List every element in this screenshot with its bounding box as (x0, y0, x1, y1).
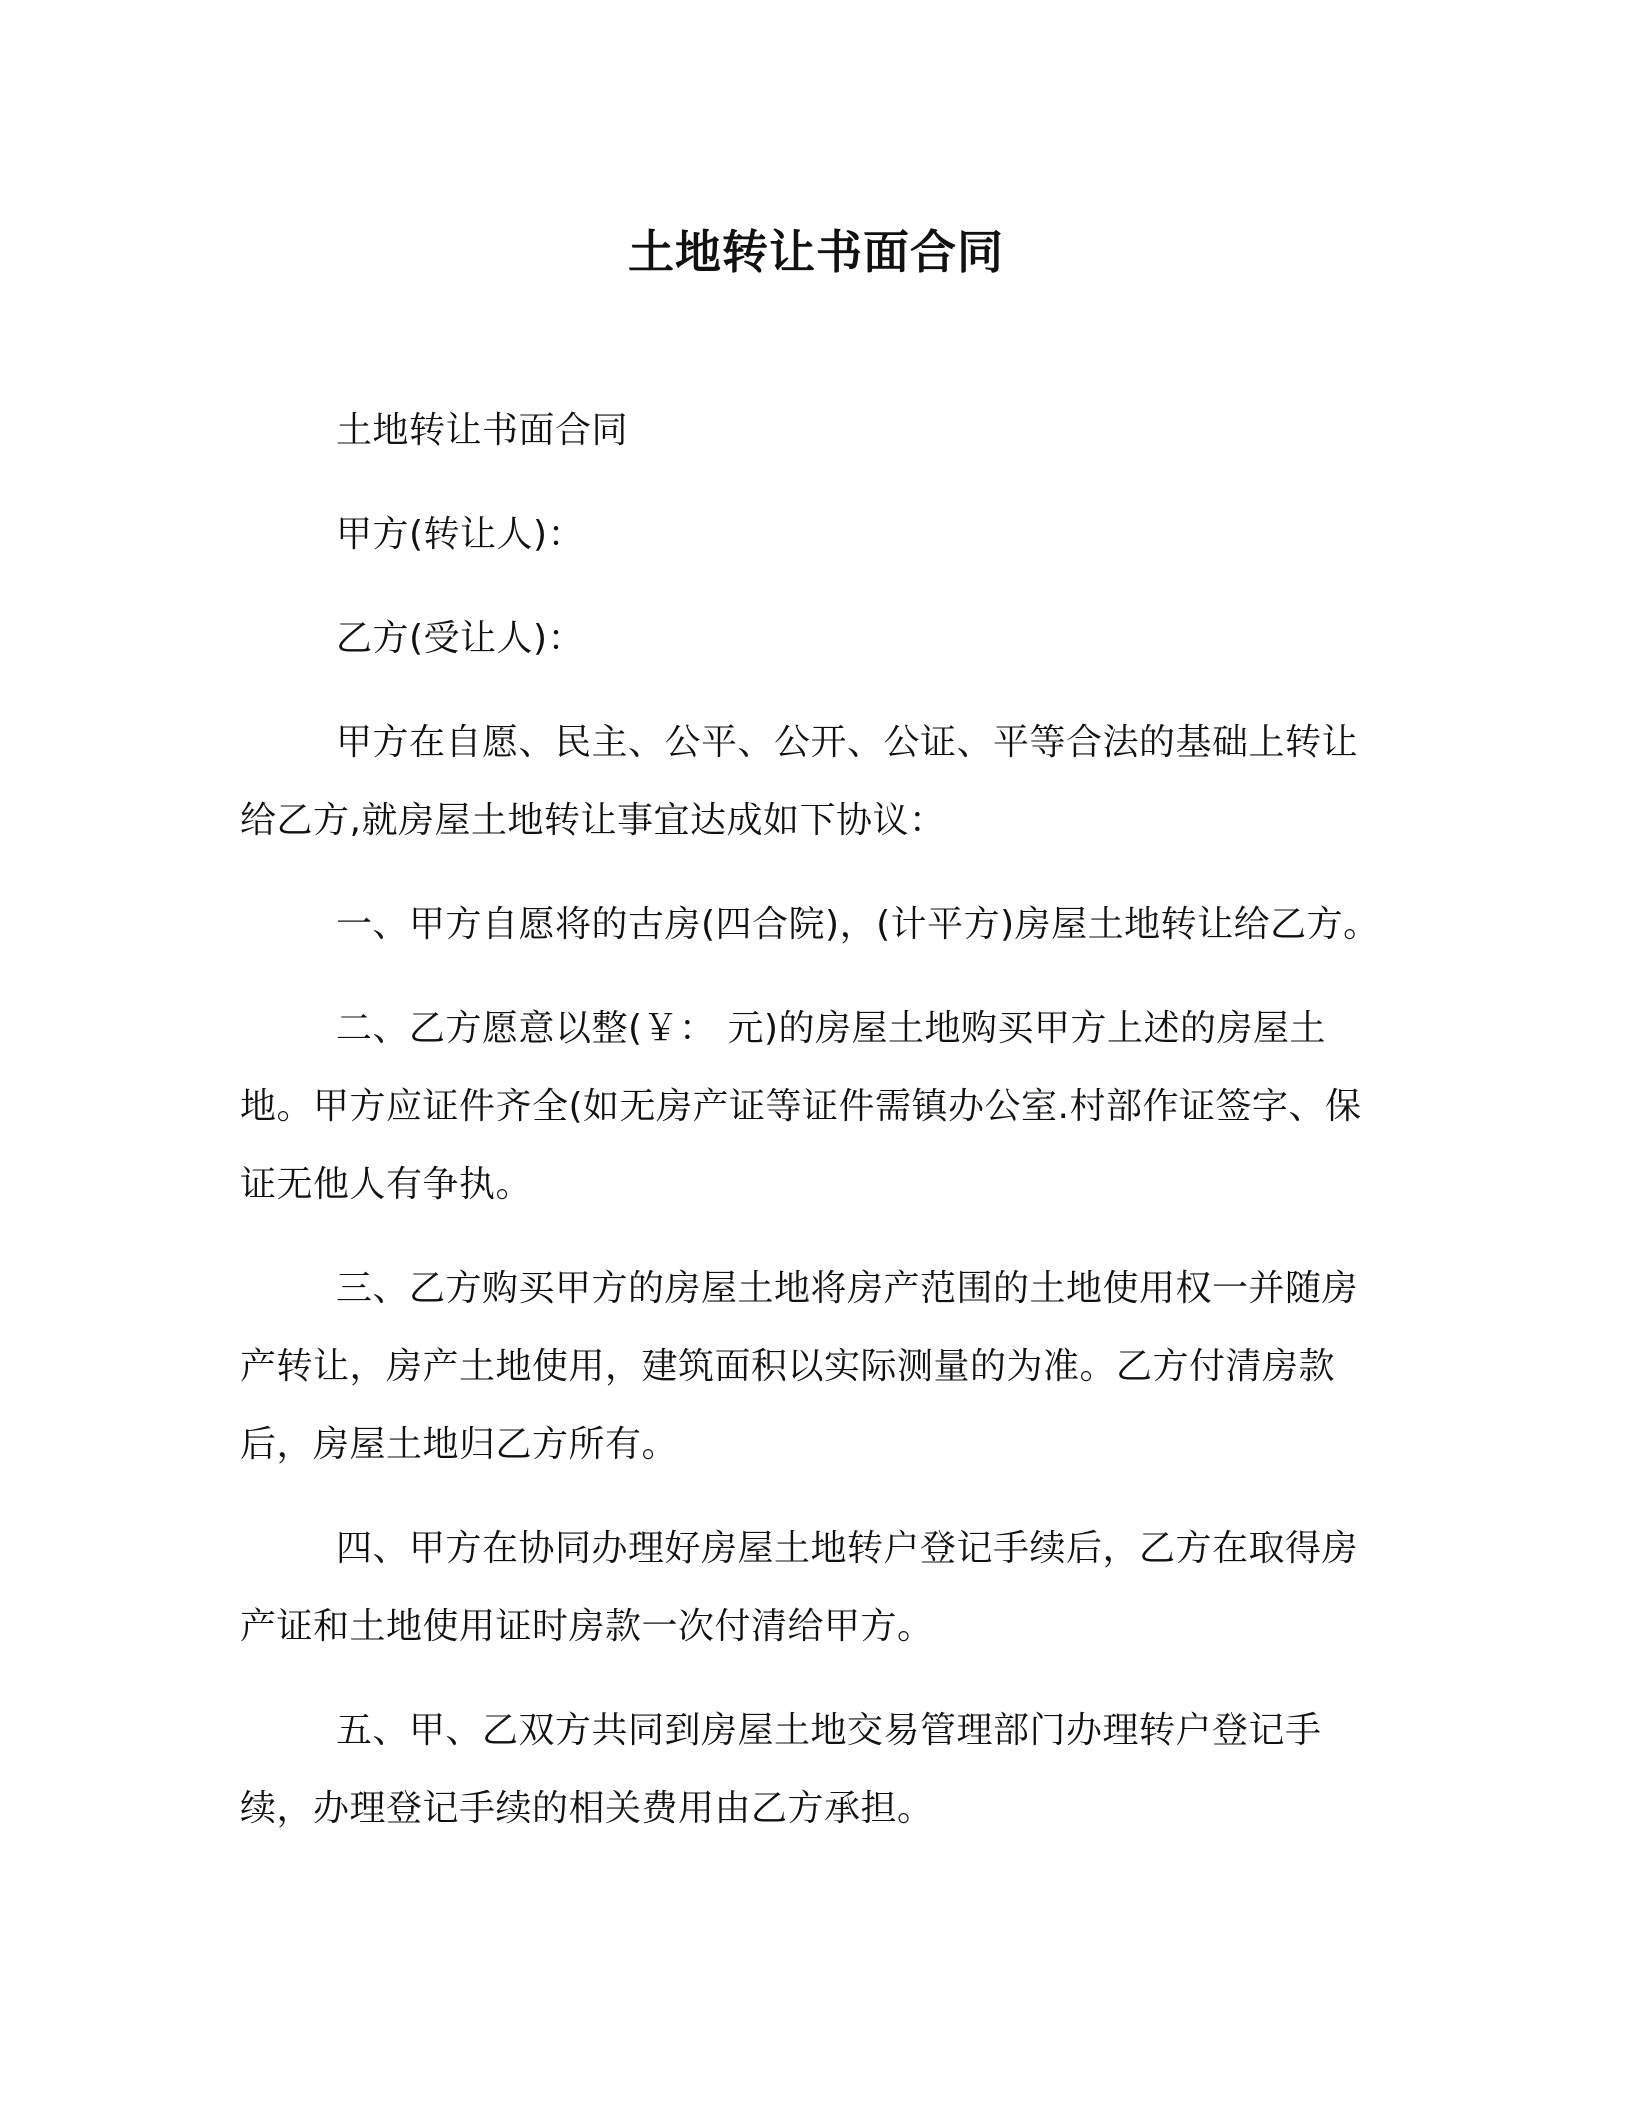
clause-3: 三、乙方购买甲方的房屋土地将房产范围的土地使用权一并随房产转让，房产土地使用，建筑面积以实际测量的为准。乙方付清房款后，房屋土地归乙方所有。 (240, 1268, 1359, 1465)
party-b-line: 乙方(受让人)： (336, 618, 585, 659)
document-body (240, 392, 1390, 1848)
party-a-line: 甲方(转让人)： (336, 514, 585, 555)
clause-4: 四、甲方在协同办理好房屋土地转户登记手续后，乙方在取得房产证和土地使用证时房款一次付清给甲方。 (240, 1528, 1359, 1647)
contract-subtitle: 土地转让书面合同 (336, 410, 629, 451)
clause-5: 五、甲、乙双方共同到房屋土地交易管理部门办理转户登记手续，办理登记手续的相关费用由乙方承担。 (240, 1710, 1322, 1829)
clause-1: 一、甲方自愿将的古房(四合院)，(计平方)房屋土地转让给乙方。 (336, 904, 1380, 945)
intro-paragraph: 甲方在自愿、民主、公平、公开、公证、平等合法的基础上转让给乙方,就房屋土地转让事宜达成如下协议： (240, 722, 1359, 841)
clause-2: 二、乙方愿意以整(￥： 元)的房屋土地购买甲方上述的房屋土地。甲方应证件齐全(如无房产证等证件需镇办公室.村部作证签字、保证无他人有争执。 (240, 1008, 1362, 1205)
document-title: 土地转让书面合同 (628, 225, 1004, 279)
